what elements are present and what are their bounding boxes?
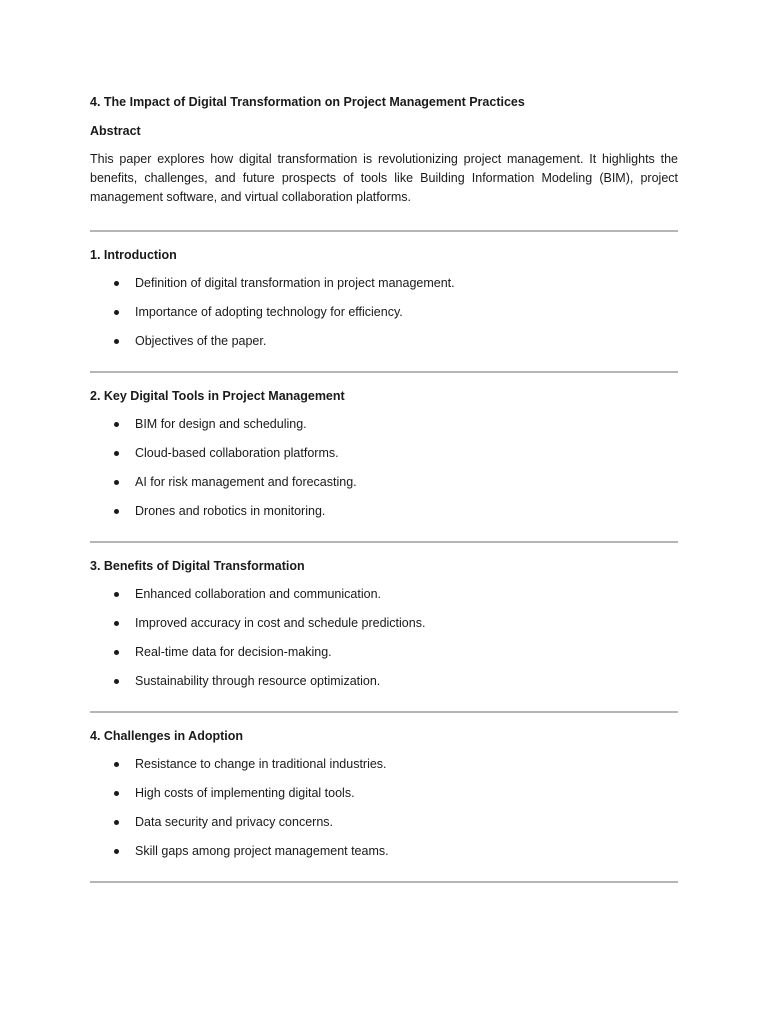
bullet-icon <box>114 849 119 854</box>
list-item <box>90 501 678 521</box>
bullet-icon <box>114 820 119 825</box>
list-item-text: Enhanced collaboration and communication. <box>135 587 381 601</box>
list-item <box>90 812 678 832</box>
bullet-icon <box>114 281 119 286</box>
list-item-text: AI for risk management and forecasting. <box>135 475 357 489</box>
list-item-text: Sustainability through resource optimization. <box>135 674 381 688</box>
sections-container <box>90 232 678 883</box>
bullet-list <box>90 584 678 691</box>
bullet-list <box>90 414 678 521</box>
section-heading: 4. Challenges in Adoption <box>90 729 244 743</box>
list-item <box>90 273 678 293</box>
list-item <box>90 331 678 351</box>
list-item <box>90 642 678 662</box>
bullet-list <box>90 273 678 351</box>
section-heading: 3. Benefits of Digital Transformation <box>90 559 305 573</box>
list-item <box>90 841 678 861</box>
list-item-text: Real-time data for decision-making. <box>135 645 332 659</box>
list-item <box>90 783 678 803</box>
list-item-text: Data security and privacy concerns. <box>135 815 334 829</box>
document-section <box>90 543 678 711</box>
section-heading: 1. Introduction <box>90 248 177 262</box>
list-item-text: Resistance to change in traditional industries. <box>135 757 387 771</box>
bullet-icon <box>114 339 119 344</box>
bullet-icon <box>114 422 119 427</box>
list-item-text: BIM for design and scheduling. <box>135 417 307 431</box>
list-item <box>90 472 678 492</box>
abstract-heading: Abstract <box>90 124 141 138</box>
list-item <box>90 414 678 434</box>
bullet-icon <box>114 310 119 315</box>
list-item <box>90 302 678 322</box>
list-item-text: Objectives of the paper. <box>135 334 267 348</box>
bullet-icon <box>114 791 119 796</box>
list-item-text: Definition of digital transformation in project management. <box>135 276 455 290</box>
bullet-icon <box>114 480 119 485</box>
bullet-icon <box>114 650 119 655</box>
document-section <box>90 232 678 371</box>
document-title: 4. The Impact of Digital Transformation on Project Management Practices <box>90 95 525 109</box>
list-item-text: Drones and robotics in monitoring. <box>135 504 326 518</box>
document-section <box>90 713 678 881</box>
bullet-icon <box>114 451 119 456</box>
bullet-icon <box>114 679 119 684</box>
list-item-text: High costs of implementing digital tools. <box>135 786 355 800</box>
bullet-icon <box>114 592 119 597</box>
section-divider <box>90 881 678 883</box>
list-item-text: Skill gaps among project management teams. <box>135 844 389 858</box>
list-item <box>90 584 678 604</box>
bullet-icon <box>114 621 119 626</box>
list-item <box>90 754 678 774</box>
section-heading: 2. Key Digital Tools in Project Management <box>90 389 345 403</box>
list-item-text: Importance of adopting technology for efficiency. <box>135 305 403 319</box>
bullet-icon <box>114 509 119 514</box>
document-section <box>90 373 678 541</box>
bullet-list <box>90 754 678 861</box>
list-item <box>90 671 678 691</box>
list-item-text: Improved accuracy in cost and schedule predictions. <box>135 616 426 630</box>
bullet-icon <box>114 762 119 767</box>
list-item <box>90 443 678 463</box>
document-page <box>90 92 678 883</box>
abstract-text: This paper explores how digital transformation is revolutionizing project management. It highlights the benefits, challenges, and future prospects of tools like Building Information Modeling (BIM), project management software, and virtual collaboration platforms. <box>90 152 678 204</box>
list-item <box>90 613 678 633</box>
list-item-text: Cloud-based collaboration platforms. <box>135 446 339 460</box>
